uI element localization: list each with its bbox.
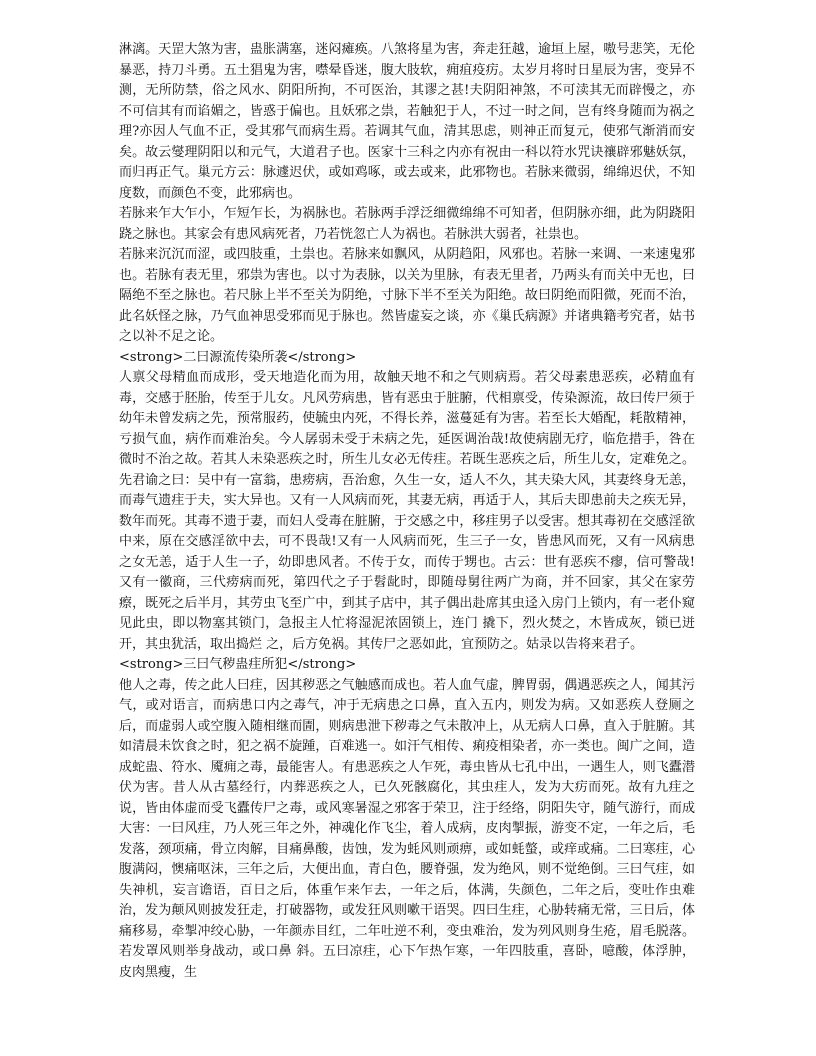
paragraph-3: 若脉来沉沉而涩，或四肢重，土祟也。若脉来如飘风，从阴趋阳，风邪也。若脉一来调、一来速鬼邪也。若脉有表无里，邪祟为害也。以寸为表脉，以关为里脉，有表无里者，乃两头有而关中无也，曰隔绝不至之脉也。若尺脉上半不至关为阴绝，寸脉下半不至关为阳绝。故曰阴绝而阳微，死而不治，此名妖怪之脉，乃气血神思受邪而见于脉也。然皆虚妄之谈，亦《巢氏病源》并诸典籍考究者，姑书之以补不足之论。	[119, 247, 695, 344]
paragraph-5: 他人之毒，传之此人曰疰，因其秽恶之气触感而成也。若人血气虚，脾胃弱，偶遇恶疾之人，闻其污气，或对语言，而病患口内之毒气，冲于无病患之口鼻，直入五内，则发为病。又如恶疾人登厕之后，而虚弱人或空腹入随相继而圊，则病患泄下秽毒之气未散冲上，从无病人口鼻，直入于脏腑。其如清晨未饮食之时，犯之祸不旋踵，百难逃一。如汗气相传、痢疫相染者，亦一类也。闽广之间，造成蛇蛊、符水、魇痈之毒，最能害人。有患恶疾之人乍死，毒虫皆从七孔中出，一遇生人，则飞蠹潜伏为害。昔人从古墓经行，内葬恶疾之人，已久死骸腐化，其虫疰人，发为大疠而死。故有九疰之说，皆由体虚而受飞蠹传尸之毒，或风寒暑湿之邪客于荣卫，注于经络，阴阳失守，随气游行，而成大害：一曰风疰，乃人死三年之外，神魂化作飞尘，着人成病，皮肉掣振，游变不定，一年之后，毛发落，颈项痛，骨立肉解，目痛鼻酸，齿蚀，发为蚝风则顽痹，或如蚝螫，或痒或痛。二曰寒疰，心腹满闷，懊痛呕沫，三年之后，大便出血，青白色，腰脊强，发为绝风，则不觉绝倒。三曰气疰，如失神机，妄言谵语，百日之后，体重乍来乍去，一年之后，体满，失颜色，二年之后，变吐作虫难治，发为颠风则披发狂走，打破器物，或发狂风则嗽干语哭。四曰生疰，心胁转痛无常，三日后，体痛移易，牵掣冲绞心胁，一年颜赤目红，二年吐逆不利，变虫难治，发为列风则身生疮，眉毛脱落。若发罩风则举身战动，或口鼻 斜。五曰凉疰，心下乍热乍寒，一年四肢重，喜卧，噫酸，体浮肿，皮肉黑瘦，生	[119, 677, 695, 980]
paragraph-1: 淋漓。天罡大煞为害，蛊胀满塞，迷闷瘫痪。八煞将星为害，奔走狂越，逾垣上屋，嗷号悲笑，无伦暴恶，持刀斗勇。五土猖鬼为害，噤晕昏迷，腹大肢软，痈疽疫疠。太岁月将时日星辰为害，变异不测，无所防禁，俗之风水、阴阳所拘，不可医治，其谬之甚!夫阴阳神煞，不可渎其无而辟慢之，亦不可信其有而谄媚之，皆惑于偏也。且妖邪之祟，若触犯于人，不过一时之间，岂有终身随而为祸之理?亦因人气血不正，受其邪气而病生焉。若调其气血，清其思虑，则神正而复元，使邪气渐消而安矣。故云燮理阴阳以和元气，大道君子也。医家十三科之内亦有祝由一科以符水咒诀禳辟邪魅妖氛，而归再正气。巢元方云：脉遽迟伏，或如鸡啄，或去或来，此邪物也。若脉来微弱，绵绵迟伏，不知度数，而颜色不变，此邪病也。	[119, 42, 695, 201]
document-page	[119, 40, 695, 983]
section-heading-source-contagion: <strong>二曰源流传染所袭</strong>	[119, 349, 357, 365]
paragraph-2: 若脉来乍大乍小，乍短乍长，为祸脉也。若脉两手浮泛细微绵绵不可知者，但阴脉亦细，此为阴跷阳跷之脉也。其家会有患风病死者，乃若恍忽亡人为祸也。若脉洪大弱者，社祟也。	[119, 206, 695, 242]
section-heading-foul-qi-infestation: <strong>三曰气秽蛊疰所犯</strong>	[119, 657, 357, 672]
paragraph-4: 人禀父母精血而成形，受天地造化而为用，故触天地不和之气则病焉。若父母素患恶疾，必精血有毒，交感于胚胎，传至于儿女。凡风劳病患，皆有恶虫于脏腑，代相禀受，传染源流，故曰传尸须于幼年未曾发病之先，预常服药，使毓虫内死，不得长养，滋蔓延有为害。若至长大婚配，耗散精神，亏损气血，病作而难治矣。今人孱弱未受于未病之先，延医调治哉!故使病剧无疗，临危措手，咎在微时不治之故。若其人未染恶疾之时，所生儿女必无传疰。若既生恶疾之后，所生儿女，定难免之。先君谕之曰：吴中有一富翁，患痨病，吾治愈，久生一女，适人不久，其夫染大风，其妻终身无恙，而毒气遗疰于夫，实大异也。又有一人风病而死，其妻无病，再适于人，其后夫即患前夫之疾无异，数年而死。其毒不遗于妻，而妇人受毒在脏腑，于交感之中，移疰男子以受害。想其毒初在交感淫欲中来，原在交感淫欲中去，可不畏哉!又有一人风病而死，生三子一女，皆患风而死，又有一风病患之女无恙，适于人生一子，幼即患风者。不传于女，而传于甥也。古云：世有恶疾不瘳，信可警哉!又有一徽商，三代痨病而死，第四代之子于髫龀时，即随母舅往两广为商，并不回家，其父在家劳瘵，既死之后半月，其劳虫飞至广中，到其子店中，其子偶出赴席其虫迳入房门上锁内，有一老仆窥见此虫，即以物塞其锁门，急报主人忙将湿泥浓固锁上，连门 撬下，烈火焚之，木皆成灰，锁已迸开，其虫犹活，取出捣烂 之，后方免祸。其传尸之恶如此，宜预防之。姑录以告将来君子。	[119, 370, 695, 652]
